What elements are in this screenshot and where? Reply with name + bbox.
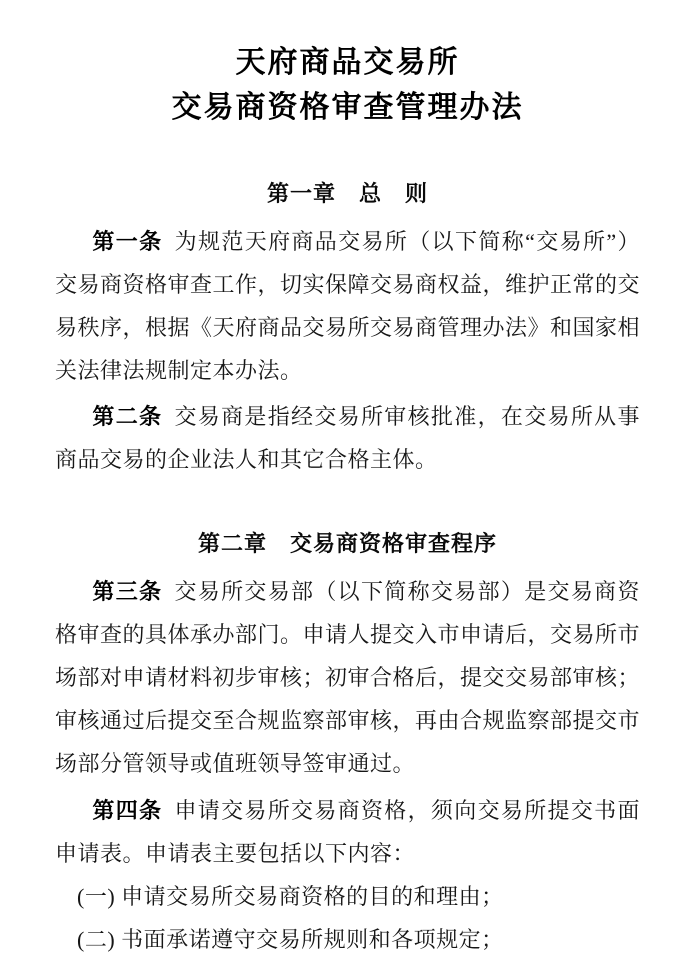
list-item-2: (二) 书面承诺遵守交易所规则和各项规定； <box>77 927 504 952</box>
article-4-body: 申请交易所交易商资格，须向交易所提交书面申请表。申请表主要包括以下内容： <box>55 798 640 866</box>
article-4-paragraph <box>55 789 640 875</box>
article-1-paragraph <box>55 220 640 392</box>
article-3-paragraph <box>55 570 640 785</box>
title-line-1: 天府商品交易所 <box>235 46 460 79</box>
article-3-body: 交易所交易部（以下简称交易部）是交易商资格审查的具体承办部门。申请人提交入市申请后，交易所市场部对申请材料初步审核；初审合格后，提交交易部审核；审核通过后提交至合规监察部审核，再由合规监察部提交市场部分管领导或值班领导签审通过。 <box>55 579 641 776</box>
chapter-1-heading: 第一章 总 则 <box>266 181 428 206</box>
article-2-label: 第二条 <box>92 404 163 429</box>
article-2-paragraph <box>55 395 640 481</box>
list-item-1: (一) 申请交易所交易商资格的目的和理由； <box>77 884 504 909</box>
article-3-label: 第三条 <box>92 579 163 604</box>
document-title <box>55 40 640 130</box>
article-2-body: 交易商是指经交易所审核批准，在交易所从事商品交易的企业法人和其它合格主体。 <box>55 404 640 472</box>
article-1-body: 为规范天府商品交易所（以下简称“交易所”）交易商资格审查工作，切实保障交易商权益，维护正常的交易秩序，根据《天府商品交易所交易商管理办法》和国家相关法律法规制定本办法。 <box>55 229 641 383</box>
article-4-label: 第四条 <box>92 798 163 823</box>
article-1-label: 第一条 <box>92 229 163 254</box>
chapter-2-heading: 第二章 交易商资格审查程序 <box>197 531 497 556</box>
title-line-2: 交易商资格审查管理办法 <box>171 91 524 124</box>
